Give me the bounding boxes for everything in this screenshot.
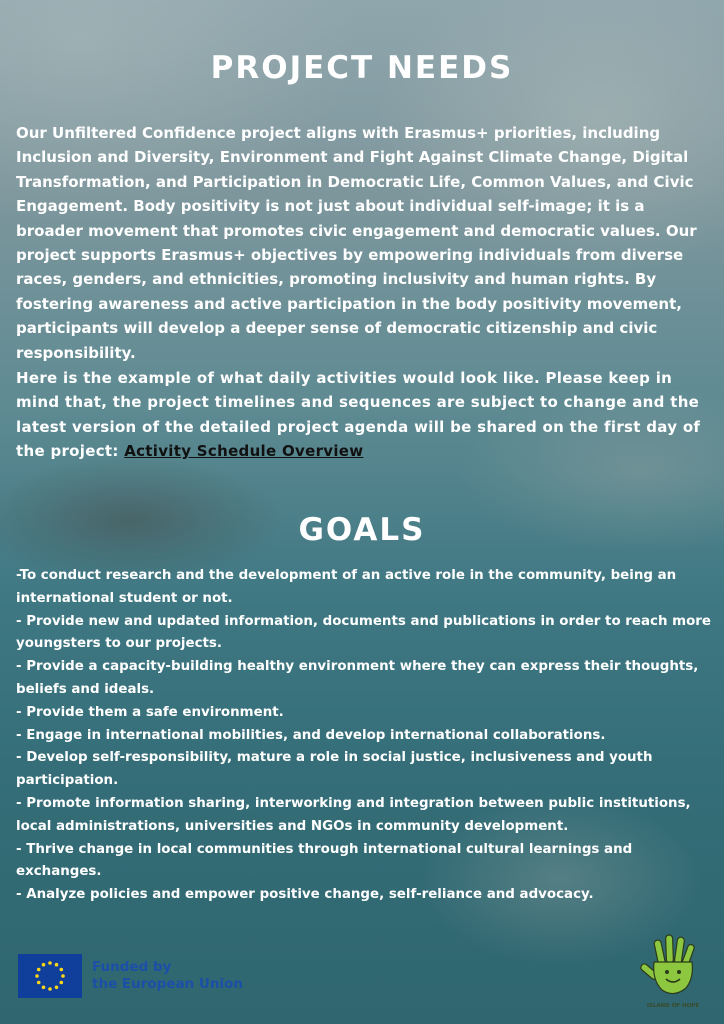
eu-funding-line1: Funded by — [92, 959, 172, 975]
goals-list — [16, 565, 716, 907]
activity-schedule-link[interactable]: Activity Schedule Overview — [124, 442, 364, 461]
goal-item: - Provide them a safe environment. — [16, 704, 284, 720]
eu-funding-line2: the European Union — [92, 976, 244, 992]
goal-item: - Provide new and updated information, documents and publications in order to reach more youngsters to our projects. — [16, 613, 711, 652]
goal-item: - Promote information sharing, interworking and integration between public institutions, local administrations, universities and NGOs in community development. — [16, 795, 691, 834]
eu-funding-text — [92, 959, 243, 993]
activities-text: Here is the example of what daily activities would look like. Please keep in mind that, the project timelines and sequences are subject to change and the latest version of the detailed project agenda will be shared on the first day of the project: — [16, 369, 701, 461]
goal-item: - Engage in international mobilities, and develop international collaborations. — [16, 727, 606, 743]
goal-item: - Thrive change in local communities through international cultural learnings and exchanges. — [16, 841, 633, 880]
project-needs-heading: PROJECT NEEDS — [210, 50, 514, 86]
activities-paragraph — [16, 366, 710, 464]
goal-item: - Develop self-responsibility, mature a role in social justice, inclusiveness and youth participation. — [16, 750, 653, 789]
goal-item: - Provide a capacity-building healthy environment where they can express their thoughts, beliefs and ideals. — [16, 659, 699, 697]
green-hand-logo-icon — [638, 932, 708, 1016]
needs-paragraph: Our Unfiltered Confidence project aligns with Erasmus+ priorities, including Inclusion and Diversity, Environment and Fight Against Climate Change, Digital Transformation, and Participation in Democratic Life, Common Values, and Civic Engagement. Body positivity is not just about individual self-image; it is a broader movement that promotes civic engagement and democratic values. Our project supports Erasmus+ objectives by empowering individuals from diverse races, genders, and ethnicities, promoting inclusivity and human rights. By fostering awareness and active participation in the body positivity movement, participants will develop a deeper sense of democratic citizenship and civic responsibility. — [16, 124, 697, 362]
goal-item: - Analyze policies and empower positive change, self-reliance and advocacy. — [16, 887, 594, 903]
eu-funding-badge — [18, 953, 243, 999]
svg-text:ISLAND OF HOPE: ISLAND OF HOPE — [646, 1003, 700, 1009]
goals-heading: GOALS — [298, 512, 426, 548]
eu-flag-icon — [18, 954, 82, 998]
goal-item: -To conduct research and the development of an active role in the community, being an international student or not. — [16, 568, 677, 606]
